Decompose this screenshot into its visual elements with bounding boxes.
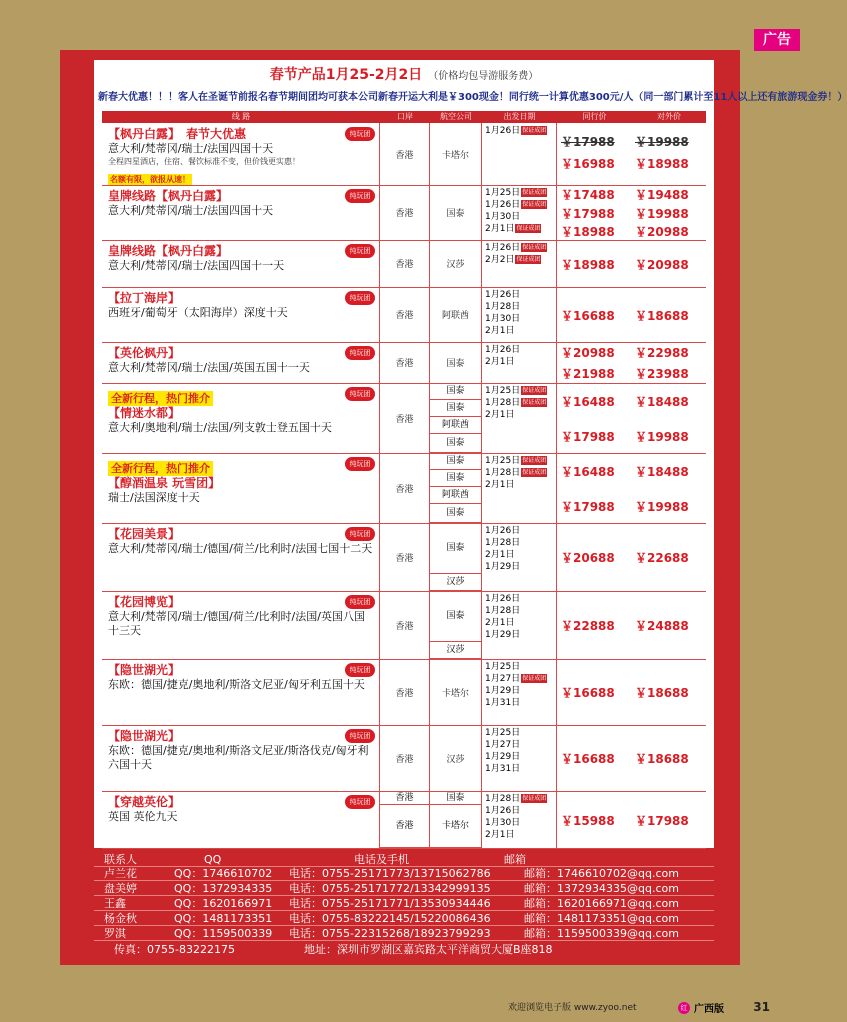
date-cell	[482, 287, 557, 342]
public-price: ￥19988	[635, 206, 689, 221]
table-row	[102, 523, 706, 592]
trade-price: ￥20988	[561, 346, 615, 361]
port-cell: 香港	[380, 185, 430, 240]
header-port: 口岸	[397, 112, 413, 121]
airline-cell: 卡塔尔	[430, 123, 482, 185]
airline-cell	[430, 523, 482, 591]
trade-price: ￥17988	[561, 499, 615, 514]
route-description: 意大利/梵蒂冈/瑞士/法国四国十天	[108, 142, 274, 155]
airline-cell: 国泰	[430, 185, 482, 240]
header-trade-price: 同行价	[582, 112, 607, 121]
date-cell	[482, 659, 557, 725]
departure-date: 1月28日 保证成团	[485, 398, 547, 408]
contact-name: 卢兰花	[104, 867, 137, 880]
hot-badge: 全新行程，热门推介	[108, 391, 213, 406]
public-price: ￥18988	[635, 157, 689, 171]
public-price: ￥24888	[635, 619, 689, 633]
route-cell	[102, 725, 380, 791]
guarantee-badge: 保证成团	[516, 225, 541, 232]
trade-price: ￥22888	[561, 619, 615, 633]
public-price: ￥17988	[635, 813, 689, 828]
public-price: ￥22988	[635, 346, 689, 361]
price-cell	[557, 240, 706, 287]
public-price: ￥18688	[635, 752, 689, 766]
header-public-price: 对外价	[657, 112, 681, 121]
departure-date: 1月29日	[485, 752, 521, 762]
departure-date: 1月28日 保证成团	[485, 794, 547, 804]
tour-type-badge: 纯玩团	[345, 457, 375, 471]
date-cell	[482, 240, 557, 287]
port-cell: 香港	[380, 383, 430, 453]
departure-date: 1月26日	[485, 345, 521, 355]
price-cell	[557, 287, 706, 342]
date-cell	[482, 123, 557, 185]
departure-date: 2月1日 保证成团	[485, 224, 541, 234]
fax: 传真：0755-83222175	[114, 943, 235, 956]
contact-phone: 电话：0755-25171773/13715062786	[289, 867, 491, 880]
contact-phone: 电话：0755-22315268/18923799293	[289, 927, 491, 940]
contact-footer	[94, 943, 714, 956]
departure-date: 1月26日	[485, 806, 521, 816]
route-description: 西班牙/葡萄牙（太阳海岸）深度十天	[108, 306, 288, 319]
departure-date: 1月31日	[485, 698, 521, 708]
table-row	[102, 342, 706, 384]
airline-cell: 汉莎	[430, 725, 482, 791]
route-title: 皇牌线路【枫丹白露】	[108, 189, 229, 203]
departure-date: 1月28日	[485, 538, 521, 548]
brand-icon: 红	[678, 1002, 690, 1014]
port-cell: 香港	[380, 591, 430, 659]
hot-badge: 全新行程，热门推介	[108, 461, 213, 476]
price-sheet	[94, 60, 847, 848]
departure-date: 1月26日 保证成团	[485, 200, 547, 210]
contact-row	[94, 867, 714, 881]
price-cell	[557, 185, 706, 240]
contact-email: 邮箱：1746610702@qq.com	[524, 867, 679, 880]
departure-date: 1月25日	[485, 728, 521, 738]
departure-date: 1月31日	[485, 764, 521, 774]
airline-value: 国泰	[430, 470, 481, 487]
contact-qq: QQ：1372934335	[174, 882, 273, 895]
contact-phone: 电话：0755-25171772/13342999135	[289, 882, 491, 895]
airline-cell	[430, 591, 482, 659]
route-cell	[102, 240, 380, 287]
address: 地址：深圳市罗湖区嘉宾路太平洋商贸大厦B座818	[304, 943, 553, 956]
public-price: ￥23988	[635, 366, 689, 381]
departure-date: 2月1日	[485, 410, 515, 420]
departure-date: 2月2日 保证成团	[485, 255, 541, 265]
guarantee-badge: 保证成团	[522, 469, 547, 476]
route-description: 意大利/奥地利/瑞士/法国/列支敦士登五国十天	[108, 421, 332, 434]
table-row	[102, 287, 706, 343]
port-value: 香港	[380, 791, 429, 805]
table-row	[102, 453, 706, 524]
route-description: 意大利/梵蒂冈/瑞士/德国/荷兰/比利时/法国/英国八国十三天	[108, 610, 365, 637]
table-row	[102, 123, 706, 186]
tour-type-badge: 纯玩团	[345, 189, 375, 203]
contact-name: 杨金秋	[104, 912, 137, 925]
guarantee-badge: 保证成团	[522, 244, 547, 251]
trade-price: ￥16688	[561, 308, 615, 323]
tour-type-badge: 纯玩团	[345, 795, 375, 809]
contact-row	[94, 897, 714, 911]
contact-name: 盘美婷	[104, 882, 137, 895]
guarantee-badge: 保证成团	[522, 675, 547, 682]
departure-date: 1月26日 保证成团	[485, 126, 547, 136]
airline-cell: 卡塔尔	[430, 659, 482, 725]
route-cell	[102, 523, 380, 591]
contact-phone: 电话：0755-25171771/13530934446	[289, 897, 491, 910]
route-title: 【穿越英伦】	[108, 795, 181, 809]
public-price-old: ￥19988	[635, 135, 689, 149]
guarantee-badge: 保证成团	[522, 127, 547, 134]
route-description: 意大利/梵蒂冈/瑞士/法国四国十天	[108, 204, 274, 217]
airline-cell	[430, 791, 482, 848]
departure-date: 1月27日 保证成团	[485, 674, 547, 684]
public-price: ￥18488	[635, 394, 689, 409]
table-row	[102, 791, 706, 849]
airline-value: 国泰	[430, 523, 481, 574]
footer-text: 欢迎浏览电子版 www.zyoo.net	[508, 1003, 637, 1013]
departure-date: 1月29日	[485, 562, 521, 572]
route-title: 【枫丹白露】 春节大优惠	[108, 127, 247, 141]
route-title: 【隐世湖光】	[108, 663, 181, 677]
departure-date: 1月27日	[485, 740, 521, 750]
departure-date: 1月30日	[485, 818, 521, 828]
route-description: 瑞士/法国深度十天	[108, 491, 200, 504]
contact-email: 邮箱：1372934335@qq.com	[524, 882, 679, 895]
trade-price: ￥18988	[561, 224, 615, 239]
departure-date: 1月25日	[485, 662, 521, 672]
airline-value: 汉莎	[430, 574, 481, 591]
route-cell	[102, 453, 380, 523]
date-cell	[482, 185, 557, 240]
route-description: 东欧：德国/捷克/奥地利/斯洛文尼亚/斯洛伐克/匈牙利六国十天	[108, 744, 369, 771]
promo-text: 新春大优惠！！！客人在圣诞节前报名春节期间团均可获本公司新春开运大利是￥300现金！同行统一计算优惠300元/人（同一部门累计至11人以上还有旅游现金券！）	[98, 92, 847, 103]
price-cell	[557, 725, 706, 791]
route-title: 【英伦枫丹】	[108, 346, 181, 360]
contact-email: 邮箱：1159500339@qq.com	[524, 927, 679, 940]
airline-value: 国泰	[430, 434, 481, 453]
contact-name: 罗淇	[104, 927, 126, 940]
price-cell	[557, 383, 706, 453]
guarantee-badge: 保证成团	[522, 201, 547, 208]
trade-price: ￥17488	[561, 188, 615, 203]
contact-qq: QQ：1620166971	[174, 897, 273, 910]
date-cell	[482, 383, 557, 453]
guarantee-badge: 保证成团	[522, 399, 547, 406]
airline-cell	[430, 453, 482, 523]
departure-date: 2月1日	[485, 480, 515, 490]
departure-date: 1月25日 保证成团	[485, 456, 547, 466]
public-price: ￥19988	[635, 429, 689, 444]
airline-value: 国泰	[430, 591, 481, 642]
port-cell: 香港	[380, 725, 430, 791]
date-cell	[482, 523, 557, 591]
departure-date: 1月29日	[485, 686, 521, 696]
price-cell	[557, 123, 706, 185]
contact-email: 邮箱：1620166971@qq.com	[524, 897, 679, 910]
public-price: ￥19488	[635, 188, 689, 203]
public-price: ￥18488	[635, 464, 689, 479]
departure-date: 1月26日	[485, 290, 521, 300]
departure-date: 1月28日	[485, 302, 521, 312]
page-title: 春节产品1月25-2月2日 （价格均包导游服务费）	[269, 67, 539, 83]
trade-price-old: ￥17988	[561, 135, 615, 149]
departure-date: 1月28日	[485, 606, 521, 616]
port-cell: 香港	[380, 453, 430, 523]
port-cell: 香港	[380, 123, 430, 185]
price-cell	[557, 342, 706, 383]
airline-value: 国泰	[430, 791, 481, 805]
tour-type-badge: 纯玩团	[345, 527, 375, 541]
contact-header: 联系人 QQ 电话及手机 邮箱	[94, 853, 714, 867]
tour-type-badge: 纯玩团	[345, 663, 375, 677]
date-cell	[482, 791, 557, 848]
route-description: 英国 英伦九天	[108, 810, 178, 823]
page-number: 31	[753, 1000, 770, 1014]
departure-date: 2月1日	[485, 550, 515, 560]
date-cell	[482, 725, 557, 791]
title-note: （价格均包导游服务费）	[428, 71, 539, 82]
header-route: 线 路	[231, 112, 251, 121]
guarantee-badge: 保证成团	[522, 795, 547, 802]
port-cell: 香港	[380, 287, 430, 342]
table-row	[102, 591, 706, 660]
route-title: 【隐世湖光】	[108, 729, 181, 743]
contact-row	[94, 927, 714, 941]
airline-value: 汉莎	[430, 642, 481, 659]
tour-type-badge: 纯玩团	[345, 387, 375, 401]
price-cell	[557, 791, 706, 848]
route-cell	[102, 185, 380, 240]
airline-cell: 汉莎	[430, 240, 482, 287]
port-cell: 香港	[380, 342, 430, 383]
table-row	[102, 185, 706, 241]
route-cell	[102, 123, 380, 185]
table-row	[102, 383, 706, 454]
trade-price: ￥16988	[561, 157, 615, 171]
public-price: ￥20988	[635, 257, 689, 272]
ad-tag: 广告	[754, 29, 800, 51]
table-header	[102, 111, 706, 123]
route-description: 意大利/梵蒂冈/瑞士/法国四国十一天	[108, 259, 285, 272]
trade-price: ￥17988	[561, 429, 615, 444]
route-cell	[102, 287, 380, 342]
tour-type-badge: 纯玩团	[345, 595, 375, 609]
departure-date: 1月25日 保证成团	[485, 386, 547, 396]
route-cell	[102, 791, 380, 848]
contact-table	[94, 853, 714, 960]
route-description: 东欧：德国/捷克/奥地利/斯洛文尼亚/匈牙利五国十天	[108, 678, 365, 691]
route-title: 【花园博览】	[108, 595, 181, 609]
date-cell	[482, 342, 557, 383]
airline-value: 国泰	[430, 400, 481, 417]
port-cell: 香港	[380, 523, 430, 591]
contact-row	[94, 912, 714, 926]
route-title: 【拉丁海岸】	[108, 291, 181, 305]
route-description: 意大利/梵蒂冈/瑞士/德国/荷兰/比利时/法国七国十二天	[108, 542, 373, 555]
guarantee-badge: 保证成团	[522, 189, 547, 196]
trade-price: ￥16488	[561, 464, 615, 479]
guarantee-badge: 保证成团	[516, 256, 541, 263]
table-row	[102, 240, 706, 288]
contact-phone: 电话：0755-83222145/15220086436	[289, 912, 491, 925]
trade-price: ￥15988	[561, 813, 615, 828]
public-price: ￥20988	[635, 224, 689, 239]
route-title: 【情迷水都】	[108, 406, 181, 420]
route-title: 【醇酒温泉 玩雪团】	[108, 476, 221, 490]
guarantee-badge: 保证成团	[522, 457, 547, 464]
port-cell: 香港	[380, 659, 430, 725]
departure-date: 2月1日	[485, 326, 515, 336]
contact-email: 邮箱：1481173351@qq.com	[524, 912, 679, 925]
route-cell	[102, 591, 380, 659]
public-price: ￥18688	[635, 686, 689, 700]
tour-type-badge: 纯玩团	[345, 127, 375, 141]
airline-cell: 国泰	[430, 342, 482, 383]
departure-date: 1月26日	[485, 594, 521, 604]
trade-price: ￥16688	[561, 752, 615, 766]
departure-date: 1月29日	[485, 630, 521, 640]
airline-value: 国泰	[430, 383, 481, 400]
contact-qq: QQ：1746610702	[174, 867, 273, 880]
tour-type-badge: 纯玩团	[345, 244, 375, 258]
airline-value: 卡塔尔	[430, 805, 481, 848]
departure-date: 2月1日	[485, 357, 515, 367]
price-cell	[557, 453, 706, 523]
airline-value: 阿联酋	[430, 487, 481, 504]
table-row	[102, 659, 706, 726]
route-cell	[102, 383, 380, 453]
airline-value: 阿联酋	[430, 417, 481, 434]
departure-date: 2月1日	[485, 830, 515, 840]
departure-date: 1月25日 保证成团	[485, 188, 547, 198]
footer-brand: 广西版	[694, 1004, 724, 1015]
route-cell	[102, 342, 380, 383]
date-cell	[482, 591, 557, 659]
header-airline: 航空公司	[440, 112, 472, 121]
route-title: 【花园美景】	[108, 527, 181, 541]
airline-cell: 阿联酋	[430, 287, 482, 342]
date-cell	[482, 453, 557, 523]
price-cell	[557, 659, 706, 725]
departure-date: 2月1日	[485, 618, 515, 628]
contact-qq: QQ：1481173351	[174, 912, 273, 925]
public-price: ￥19988	[635, 499, 689, 514]
guarantee-badge: 保证成团	[522, 387, 547, 394]
departure-date: 1月26日	[485, 526, 521, 536]
departure-date: 1月30日	[485, 212, 521, 222]
port-cell: 香港	[380, 240, 430, 287]
limited-badge: 名额有限，欲报从速！	[110, 175, 190, 184]
trade-price: ￥18988	[561, 257, 615, 272]
route-cell	[102, 659, 380, 725]
public-price: ￥22688	[635, 551, 689, 565]
trade-price: ￥20688	[561, 551, 615, 565]
price-cell	[557, 523, 706, 591]
tour-type-badge: 纯玩团	[345, 729, 375, 743]
port-value: 香港	[380, 805, 429, 848]
trade-price: ￥16688	[561, 686, 615, 700]
route-description: 意大利/梵蒂冈/瑞士/法国/英国五国十一天	[108, 361, 310, 374]
tour-type-badge: 纯玩团	[345, 291, 375, 305]
contact-row	[94, 882, 714, 896]
table-row	[102, 725, 706, 792]
route-note: 全程四星酒店，住宿、餐饮标准不变，但价钱更实惠！	[108, 157, 300, 166]
airline-value: 国泰	[430, 504, 481, 523]
port-cell	[380, 791, 430, 848]
departure-date: 1月26日 保证成团	[485, 243, 547, 253]
airline-cell	[430, 383, 482, 453]
public-price: ￥18688	[635, 308, 689, 323]
departure-date: 1月28日 保证成团	[485, 468, 547, 478]
trade-price: ￥21988	[561, 366, 615, 381]
header-date: 出发日期	[503, 112, 536, 121]
trade-price: ￥16488	[561, 394, 615, 409]
tour-type-badge: 纯玩团	[345, 346, 375, 360]
price-cell	[557, 591, 706, 659]
trade-price: ￥17988	[561, 206, 615, 221]
contact-name: 王鑫	[104, 897, 126, 910]
departure-date: 1月30日	[485, 314, 521, 324]
route-title: 皇牌线路【枫丹白露】	[108, 244, 229, 258]
contact-qq: QQ：1159500339	[174, 927, 273, 940]
airline-value: 国泰	[430, 453, 481, 470]
